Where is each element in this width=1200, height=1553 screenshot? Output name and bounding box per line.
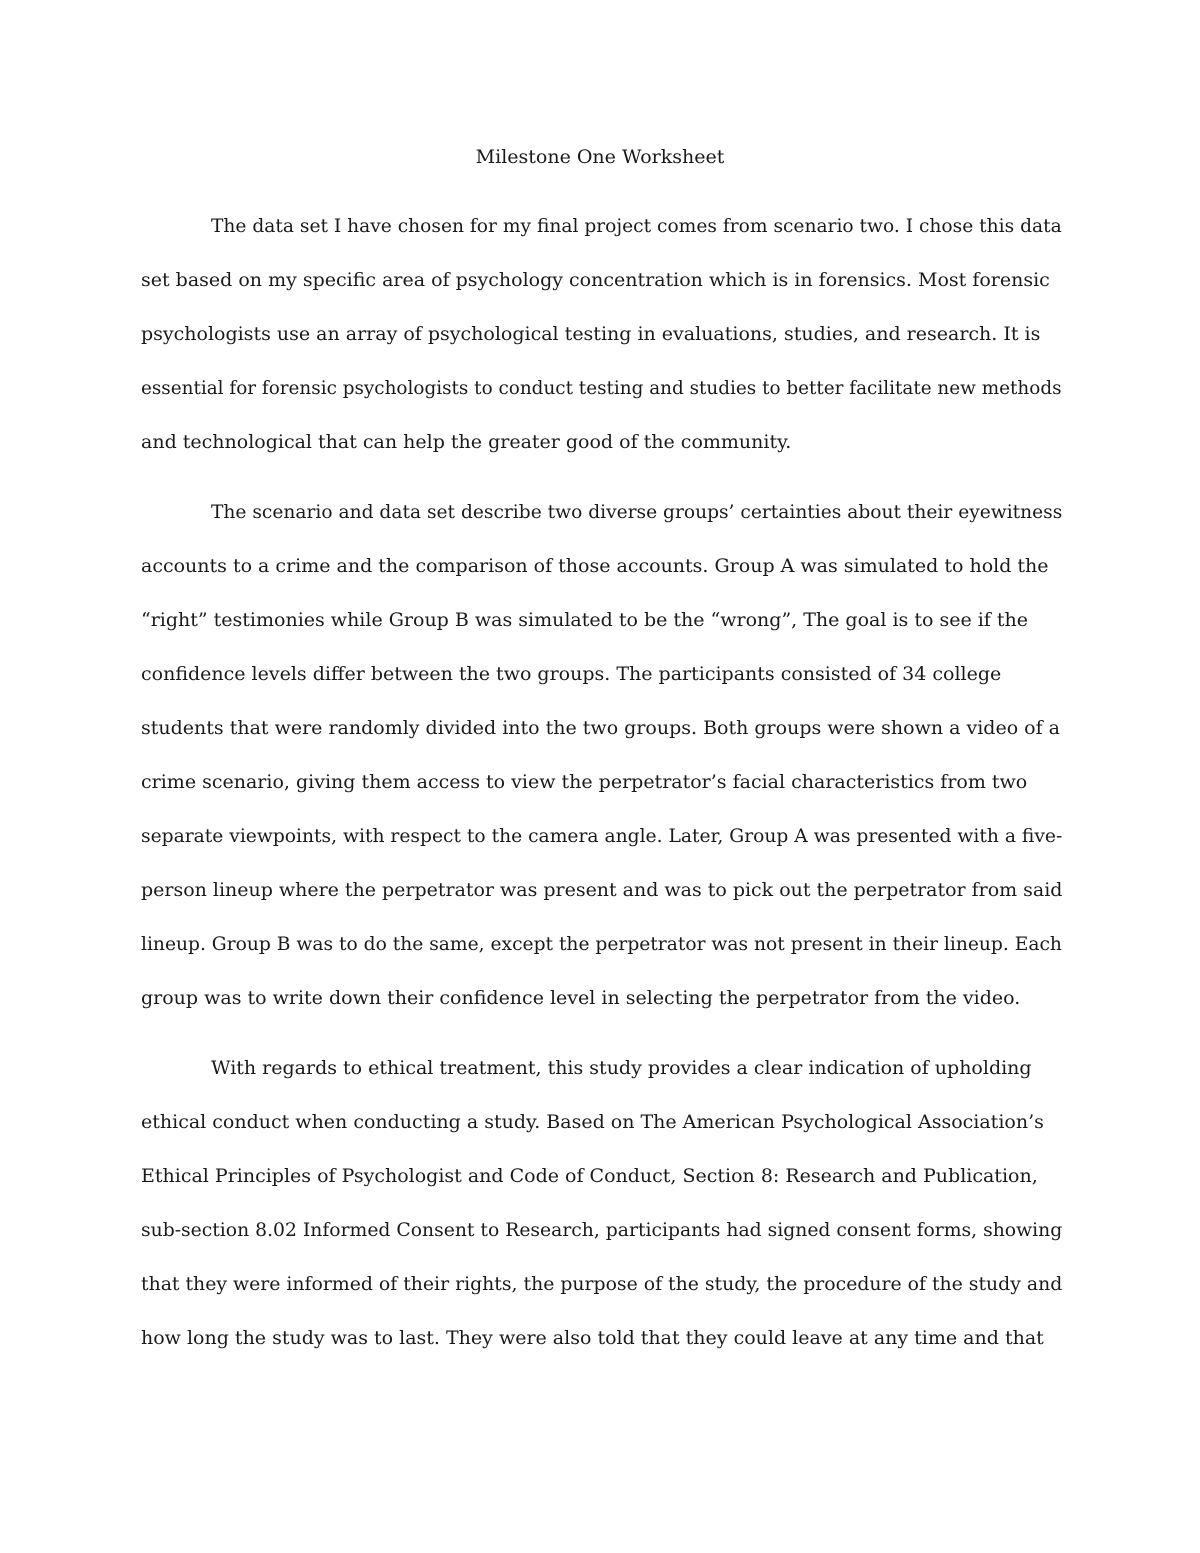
paragraph-1-line-1: The data set I have chosen for my final project comes from scenario two. I chose this data: [211, 215, 1062, 237]
paragraph-2-line-5: students that were randomly divided into the two groups. Both groups were shown a video of a: [141, 717, 1061, 739]
paragraph-2-line-9: lineup. Group B was to do the same, except the perpetrator was not present in their lineup. Each: [141, 933, 1062, 955]
paragraph-3-line-1: With regards to ethical treatment, this study provides a clear indication of upholding: [211, 1057, 1032, 1079]
paragraph-3-line-5: that they were informed of their rights, the purpose of the study, the procedure of the study and: [141, 1273, 1063, 1295]
paragraph-1-line-2: set based on my specific area of psychology concentration which is in forensics. Most forensic: [141, 269, 1050, 291]
paragraph-2-line-8: person lineup where the perpetrator was present and was to pick out the perpetrator from said: [141, 879, 1063, 901]
paragraph-1-line-3: psychologists use an array of psychological testing in evaluations, studies, and research. It is: [141, 323, 1041, 345]
paragraph-3-line-2: ethical conduct when conducting a study. Based on The American Psychological Association’s: [141, 1111, 1044, 1133]
paragraph-1-line-4: essential for forensic psychologists to conduct testing and studies to better facilitate new methods: [141, 377, 1062, 399]
paragraph-2-line-3: “right” testimonies while Group B was simulated to be the “wrong”, The goal is to see if the: [141, 609, 1028, 631]
paragraph-2-line-2: accounts to a crime and the comparison of those accounts. Group A was simulated to hold the: [141, 555, 1049, 577]
paragraph-1-line-5: and technological that can help the greater good of the community.: [141, 431, 792, 453]
paragraph-3-line-3: Ethical Principles of Psychologist and Code of Conduct, Section 8: Research and Publication,: [141, 1165, 1038, 1187]
paragraph-3-line-4: sub-section 8.02 Informed Consent to Research, participants had signed consent forms, showing: [141, 1219, 1063, 1241]
paragraph-2-line-7: separate viewpoints, with respect to the camera angle. Later, Group A was presented with a five-: [141, 825, 1063, 847]
document-title: Milestone One Worksheet: [475, 146, 725, 168]
paragraph-2-line-4: confidence levels differ between the two groups. The participants consisted of 34 college: [141, 663, 1002, 685]
paragraph-2-line-1: The scenario and data set describe two diverse groups’ certainties about their eyewitness: [211, 501, 1063, 523]
paragraph-3-line-6: how long the study was to last. They were also told that they could leave at any time and that: [141, 1327, 1044, 1349]
paragraph-2-line-10: group was to write down their confidence level in selecting the perpetrator from the video.: [141, 987, 1021, 1009]
paragraph-2-line-6: crime scenario, giving them access to view the perpetrator’s facial characteristics from two: [141, 771, 1028, 793]
